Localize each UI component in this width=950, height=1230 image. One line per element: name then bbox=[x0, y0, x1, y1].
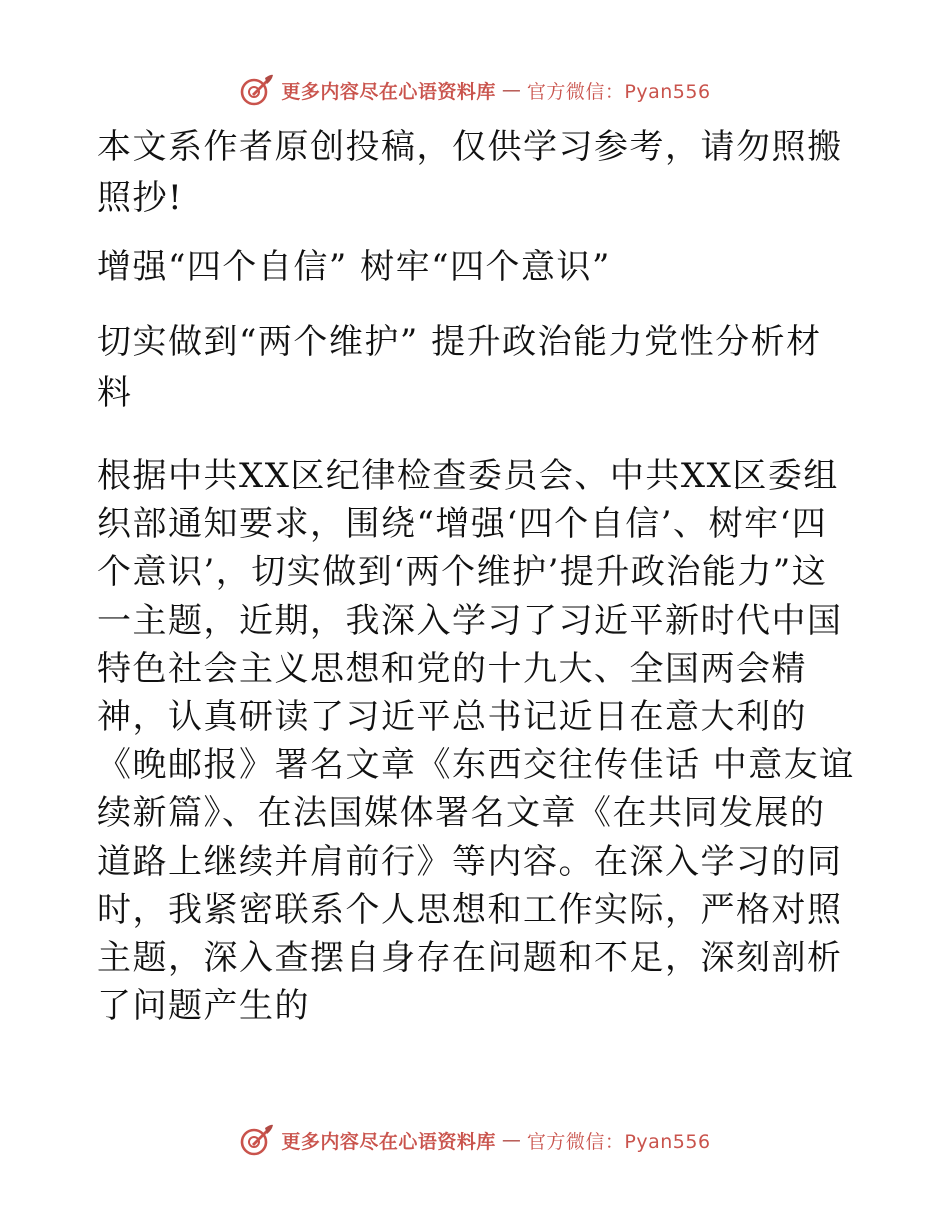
intro-paragraph: 本文系作者原创投稿，仅供学习参考，请勿照搬照抄! bbox=[97, 127, 843, 218]
quill-logo-icon bbox=[239, 1122, 275, 1158]
watermark-site-text: 更多内容尽在心语资料库 bbox=[281, 1130, 496, 1153]
title-line-1: 增强“四个自信” 树牢“四个意识” bbox=[97, 247, 611, 287]
watermark-dash: — bbox=[501, 1129, 521, 1151]
quill-logo-icon bbox=[239, 72, 275, 108]
title-line-2: 切实做到“两个维护” 提升政治能力党性分析材料 bbox=[97, 322, 822, 413]
watermark-dash: — bbox=[501, 79, 521, 101]
header-watermark bbox=[0, 70, 950, 110]
watermark-wechat-text: 官方微信：Pyan556 bbox=[526, 80, 711, 103]
document-body bbox=[97, 122, 857, 1030]
body-paragraph: 根据中共XX区纪律检查委员会、中共XX区委组织部通知要求，围绕“增强‘四个自信’、树牢‘四个意识’，切实做到‘两个维护’提升政治能力”这一主题，近期，我深入学习了习近平新时代中国特色社会主义思想和党的十九大、全国两会精神，认真研读了习近平总书记近日在意大利的《晚邮报》署名文章《东西交往传佳话 中意友谊续新篇》、在法国媒体署名文章《在共同发展的道路上继续并肩前行》等内容。在深入学习的同时，我紧密联系个人思想和工作实际，严格对照主题，深入查摆自身存在问题和不足，深刻剖析了问题产生的 bbox=[97, 456, 855, 1027]
watermark-site-text: 更多内容尽在心语资料库 bbox=[281, 80, 496, 103]
footer-watermark bbox=[0, 1120, 950, 1160]
watermark-wechat-text: 官方微信：Pyan556 bbox=[526, 1130, 711, 1153]
